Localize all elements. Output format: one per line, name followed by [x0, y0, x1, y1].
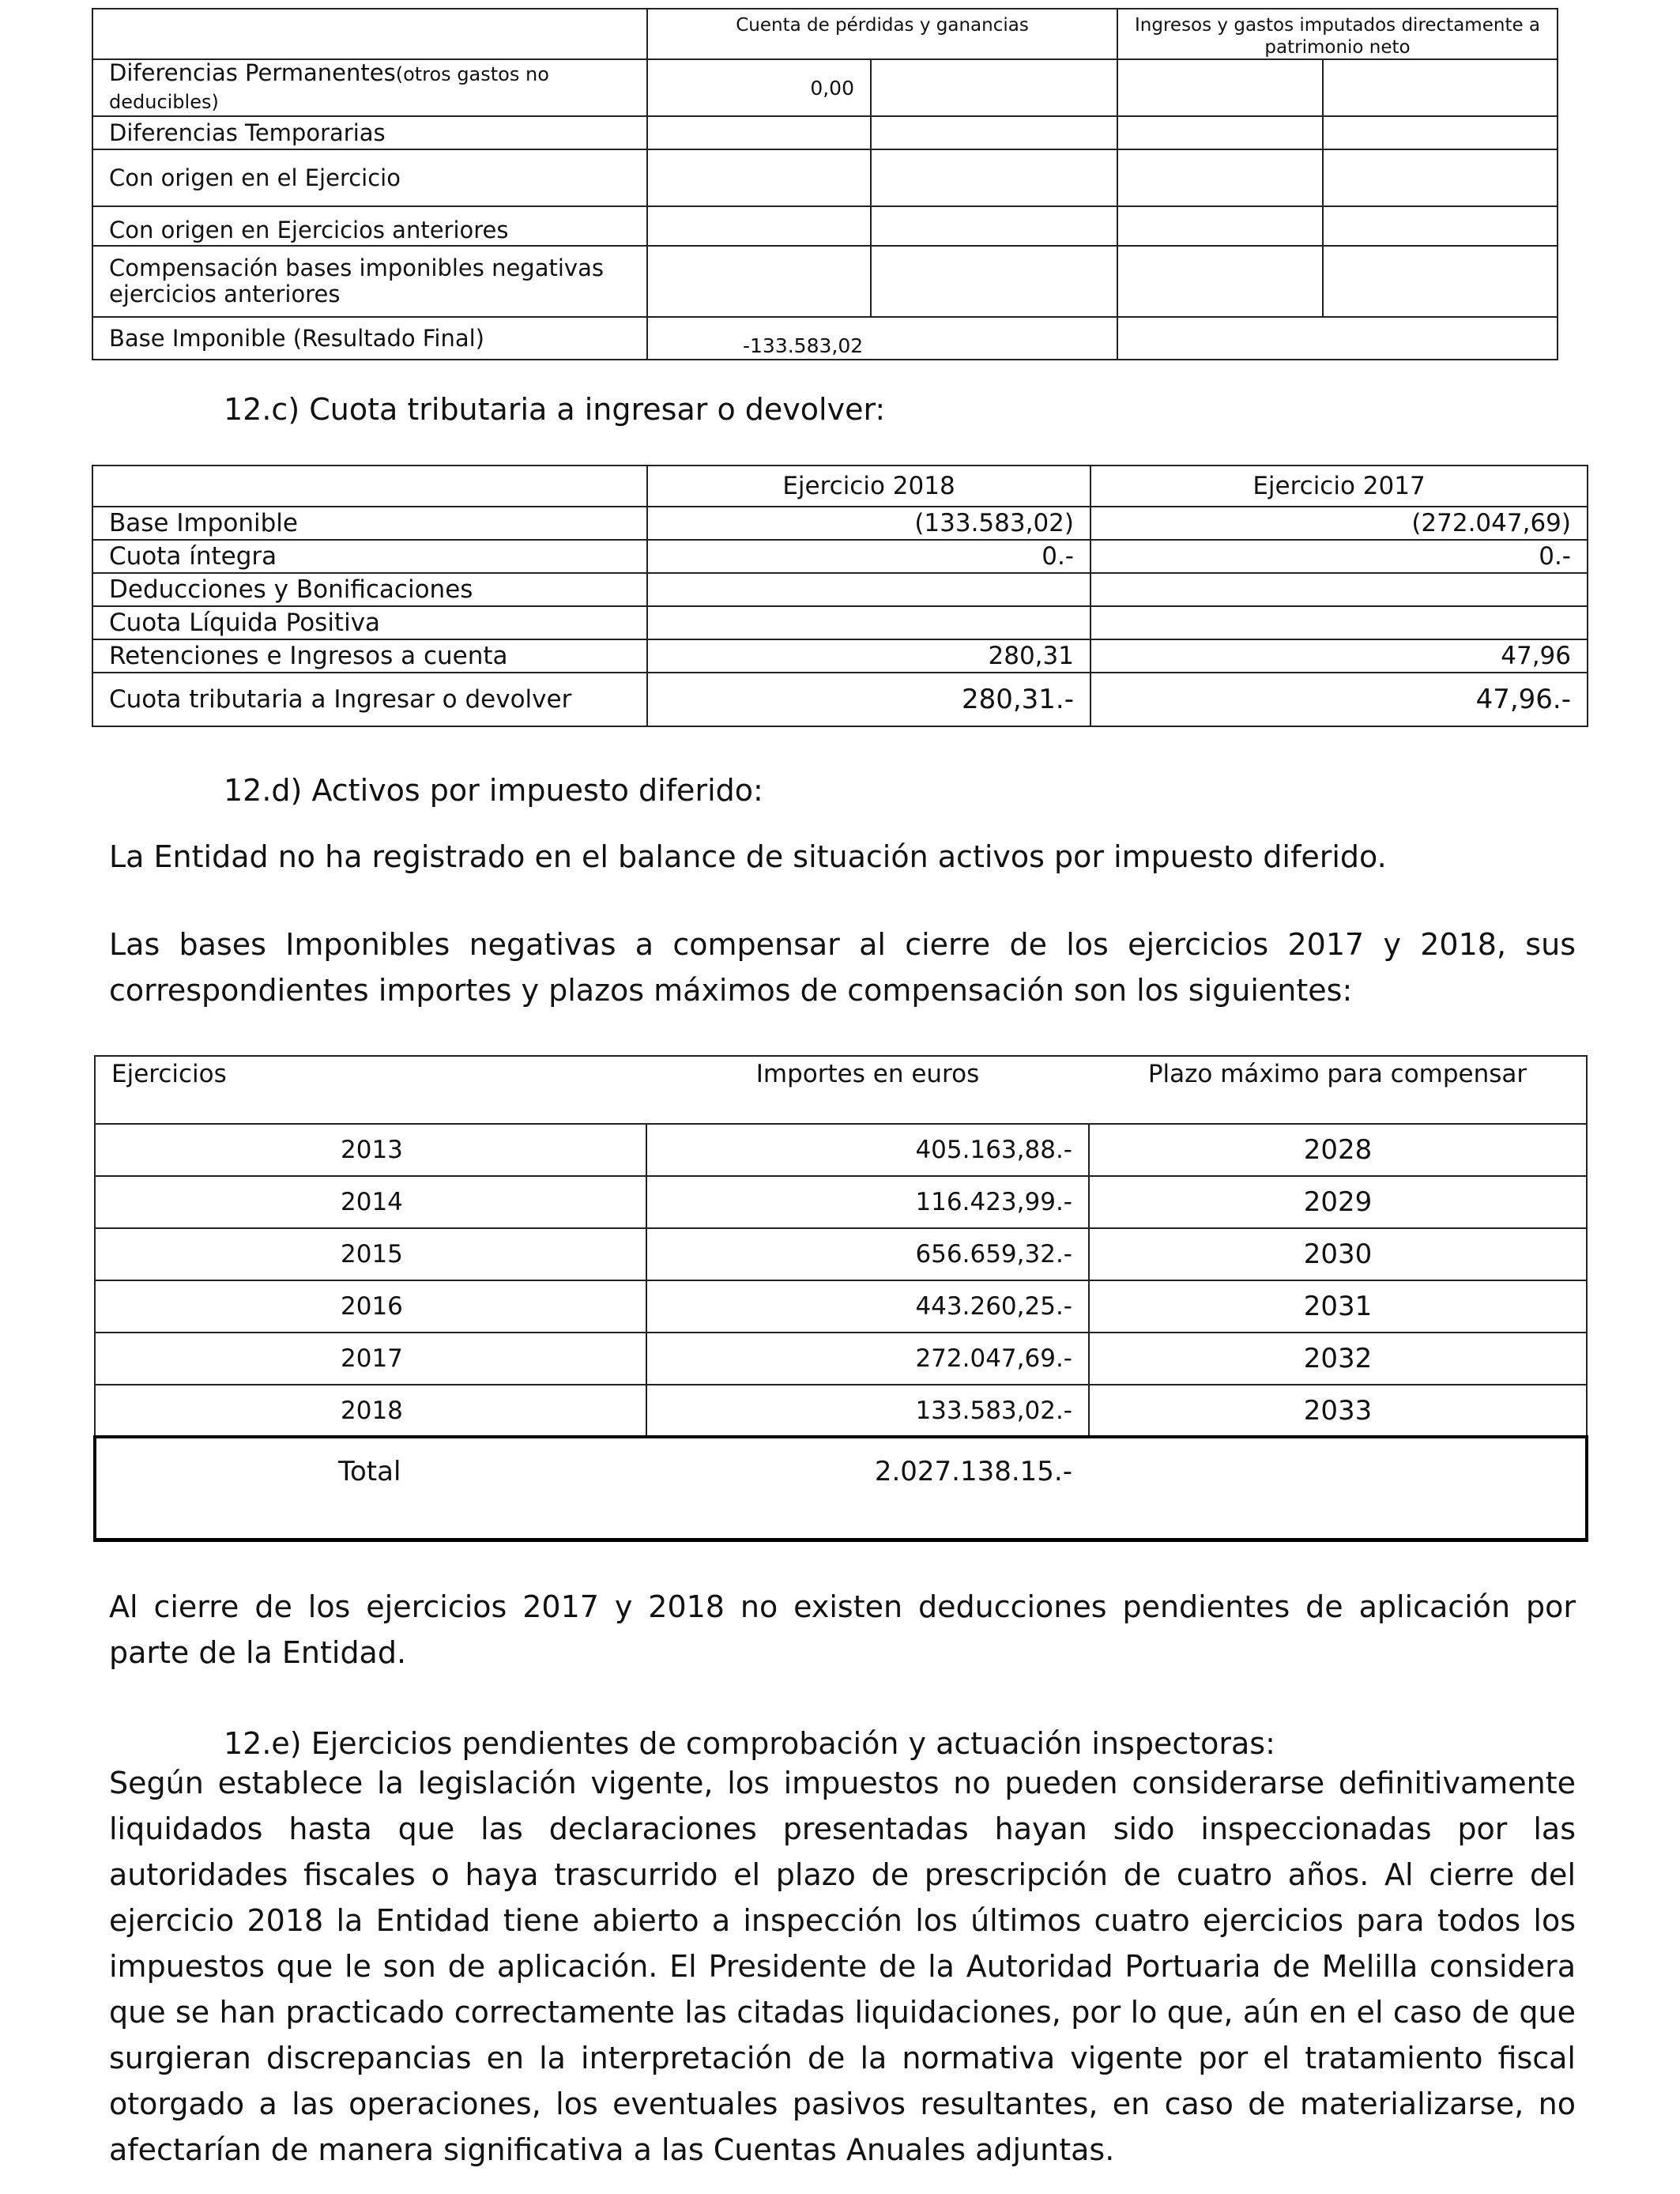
table-row: [95, 1056, 1587, 1124]
total-row: [95, 1437, 1587, 1540]
table-row: Cuota tributaria a Ingresar o devolver 280,31.- 47,96.-: [92, 673, 1588, 726]
total-label: Total: [95, 1437, 646, 1540]
table-row: Base Imponible (133.583,02) (272.047,69): [92, 507, 1588, 540]
paragraph: La Entidad no ha registrado en el balance de situación activos por impuesto diferido.: [109, 839, 1387, 874]
table-row: [92, 149, 1558, 206]
table-row: [92, 246, 1558, 317]
section-e-heading: 12.e) Ejercicios pendientes de comprobación y actuación inspectoras:: [224, 1726, 1275, 1761]
row-label: Retenciones e Ingresos a cuenta: [92, 639, 647, 673]
table-row: [92, 9, 1558, 59]
paragraph: Según establece la legislación vigente, los impuestos no pueden considerarse definitivamente liquidados hasta que las declaraciones presentadas hayan sido inspeccionadas por las autoridades fiscales o haya trascurrido el plazo de prescripción de cuatro años. Al cierre del ejercicio 2018 la Entidad tiene abierto a inspección los últimos cuatro ejercicios para todos los impuestos que le son de aplicación. El Presidente de la Autoridad Portuaria de Melilla considera que se han practicado correctamente las citadas liquidaciones, por lo que, aún en el caso de que surgieran discrepancias en la interpretación de la normativa vigente por el tratamiento fiscal otorgado a las operaciones, los eventuales pasivos resultantes, en caso de materializarse, no afectarían de manera significativa a las Cuentas Anuales adjuntas.: [109, 1766, 1576, 2167]
header-2018: Ejercicio 2018: [647, 466, 1090, 507]
header-patrimonio: Ingresos y gastos imputados directamente a patrimonio neto: [1117, 9, 1558, 59]
total-amount: 2.027.138.15.-: [646, 1437, 1089, 1540]
table-row: 2013 405.163,88.- 2028: [95, 1124, 1587, 1176]
header-pyg: Cuenta de pérdidas y ganancias: [647, 9, 1117, 59]
table-row: [92, 116, 1558, 149]
row-label: Cuota Líquida Positiva: [92, 606, 647, 639]
row-label: Diferencias Permanentes(otros gastos no deducibles): [92, 59, 647, 116]
table-row: 2016 443.260,25.- 2031: [95, 1280, 1587, 1333]
row-label: Base Imponible (Resultado Final): [92, 317, 647, 360]
row-value: 0,00: [647, 59, 871, 116]
tax-loss-table: [93, 1055, 1588, 1542]
section-c-heading: 12.c) Cuota tributaria a ingresar o devolver:: [224, 392, 886, 427]
table-row: Cuota íntegra 0.- 0.-: [92, 540, 1588, 573]
table-row: Retenciones e Ingresos a cuenta 280,31 47,96: [92, 639, 1588, 673]
header-importes: Importes en euros: [646, 1056, 1089, 1124]
table-row: [92, 606, 1588, 639]
row-label: Cuota íntegra: [92, 540, 647, 573]
row-label: Con origen en el Ejercicio: [92, 149, 647, 206]
header-2017: Ejercicio 2017: [1090, 466, 1588, 507]
row-label: Compensación bases imponibles negativas ejercicios anteriores: [92, 246, 647, 317]
paragraph: Al cierre de los ejercicios 2017 y 2018 no existen deducciones pendientes de aplicación por parte de la Entidad.: [109, 1589, 1576, 1670]
header-ejercicios: Ejercicios: [95, 1056, 646, 1124]
section-d-heading: 12.d) Activos por impuesto diferido:: [224, 773, 763, 808]
row-label: Diferencias Temporarias: [92, 116, 647, 149]
row-label: Con origen en Ejercicios anteriores: [92, 206, 647, 246]
row-value: -133.583,02: [647, 317, 1117, 360]
tax-base-table: [92, 8, 1558, 360]
table-row: [92, 206, 1558, 246]
table-row: 2018 133.583,02.- 2033: [95, 1385, 1587, 1437]
table-row: [92, 59, 1558, 116]
table-row: 2014 116.423,99.- 2029: [95, 1176, 1587, 1228]
table-row: [92, 573, 1588, 606]
row-label: Base Imponible: [92, 507, 647, 540]
row-label: Cuota tributaria a Ingresar o devolver: [92, 673, 647, 726]
table-row: 2017 272.047,69.- 2032: [95, 1333, 1587, 1385]
header-empty: [92, 9, 647, 59]
header-plazo: Plazo máximo para compensar: [1089, 1056, 1587, 1124]
row-label: Deducciones y Bonificaciones: [92, 573, 647, 606]
tax-quota-table: [92, 465, 1588, 727]
table-row: [92, 466, 1588, 507]
table-row: 2015 656.659,32.- 2030: [95, 1228, 1587, 1280]
table-row: [92, 317, 1558, 360]
paragraph: Las bases Imponibles negativas a compensar al cierre de los ejercicios 2017 y 2018, sus correspondientes importes y plazos máximos de compensación son los siguientes:: [109, 927, 1576, 1008]
